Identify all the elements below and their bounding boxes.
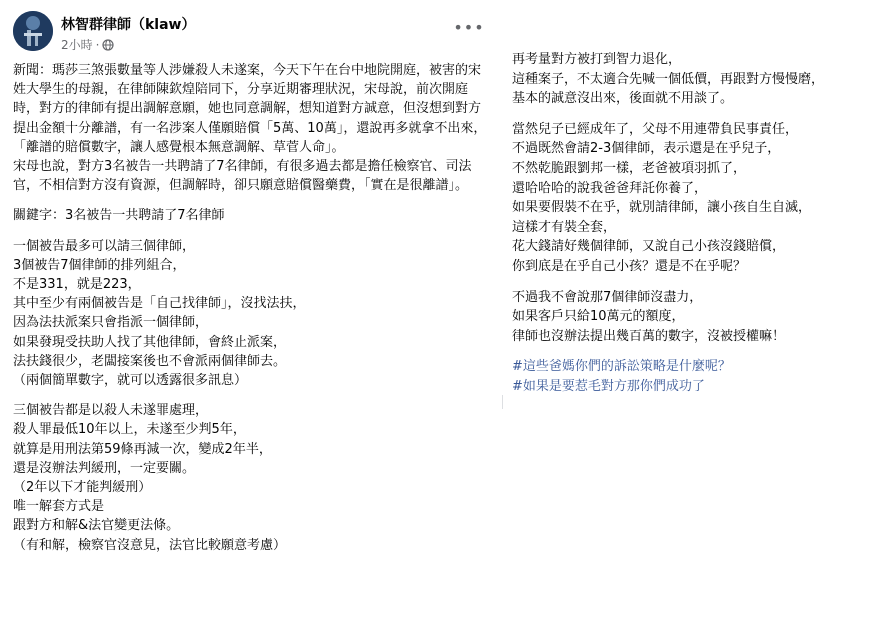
more-options-button[interactable] [455, 17, 483, 37]
hashtag-link-1[interactable]: #這些爸媽你們的訴訟策略是什麼呢？ [512, 359, 731, 375]
consider-paragraph: 再考量對方被打到智力退化， 這種案子，不太適合先喊一個低價，再跟對方慢慢磨， 基本的誠意沒出來，後面就不用談了。 [512, 52, 825, 107]
post-meta [61, 36, 114, 53]
more-horizontal-icon: ••• [453, 17, 485, 37]
globe-icon [102, 39, 114, 51]
sentence-paragraph: 三個被告都是以殺人未遂罪處理， 殺人罪最低10年以上，未遂至少判5年， 就算是用刑法第59條再減一次，變成2年半， 還是沒辦法判緩刑，一定要關。 （2年以下才能判緩刑） 唯一解套方式是 跟對方和解&法官變更法條。 （有和解，檢察官沒意見，法官比較願意考慮） [13, 403, 287, 553]
hashtag-link-2[interactable]: #如果是要惹毛對方那你們成功了 [512, 378, 705, 394]
author-name[interactable]: 林智群律師（klaw） [61, 17, 196, 33]
post-body-right [512, 50, 872, 397]
keyword-paragraph: 關鍵字：3名被告一共聘請了7名律師 [13, 208, 225, 224]
lawyer-count-paragraph: 一個被告最多可以請三個律師， 3個被告7個律師的排列組合， 不是331，就是223， 其中至少有兩個被告是「自己找律師」，沒找法扶， 因為法扶派案只會指派一個律師， 如果發現受扶助人找了其他律師，會終止派案， 法扶錢很少，老闆接案後也不會派兩個律師去。 （兩個簡單數字，就可以透露很多訊息） [13, 238, 306, 389]
meta-separator: · [95, 37, 100, 52]
avatar-image [13, 11, 53, 51]
author-avatar[interactable] [13, 11, 53, 51]
post-time[interactable]: 2小時 [61, 38, 93, 52]
column-divider [502, 395, 503, 409]
news-paragraph: 新聞：瑪莎三煞張數量等人涉嫌殺人未遂案，今天下午在台中地院開庭，被害的宋姓大學生的母親，在律師陳欽煌陪同下，分享近期審理狀況，宋母說，前次開庭時，對方的律師有提出調解意願，她也同意調解，想知道對方誠意，但沒想到對方提出金額十分離譜，有一名涉案人僅願賠償「5萬、10萬」，還說再多就拿不出來，「離譜的賠償數字，讓人感覺根本無意調解、草菅人命」。 宋母也說，對方3名被告一共聘請了7名律師，有很多過去都是擔任檢察官、司法官，不相信對方沒有資源，但調解時，卻只願意賠償醫藥費，「實在是很離譜」。 [13, 63, 487, 194]
lawyers-effort-paragraph: 不過我不會說那7個律師沒盡力， 如果客戶只給10萬元的額度， 律師也沒辦法提出幾百萬的數字，沒被授權嘛！ [512, 289, 786, 344]
parents-paragraph: 當然兒子已經成年了，父母不用連帶負民事責任， 不過既然會請2-3個律師，表示還是在乎兒子， 不然乾脆跟劉邦一樣，老爸被項羽抓了， 還哈哈哈的說我爸爸拜託你養了， 如果要假裝不在乎，就別請律師，讓小孩自生自滅， 這樣才有裝全套， 花大錢請好幾個律師，又說自己小孩沒錢賠償， 你到底是在乎自己小孩？還是不在乎呢？ [512, 121, 812, 274]
post-body-left [13, 61, 488, 555]
post-header [13, 11, 483, 55]
